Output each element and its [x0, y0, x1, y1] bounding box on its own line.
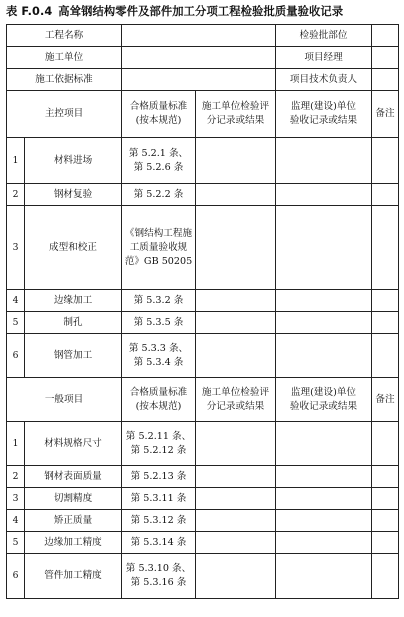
row-number: 5 — [7, 532, 25, 554]
main-col-supervision — [276, 91, 372, 138]
supervision-result-cell[interactable] — [276, 422, 372, 466]
remarks-cell[interactable] — [372, 466, 399, 488]
item-standard-line: 第 5.3.10 条、 — [125, 563, 192, 574]
general-col-construction-line1: 施工单位检验评 — [201, 386, 270, 398]
row-number: 1 — [7, 422, 25, 466]
table-title — [6, 4, 400, 20]
main-section-header — [7, 91, 399, 138]
main-col-standard-line1: 合格质量标准 — [129, 101, 188, 112]
remarks-cell[interactable] — [372, 290, 399, 312]
remarks-cell[interactable] — [372, 138, 399, 184]
table-row — [7, 532, 399, 554]
construction-result-cell[interactable] — [196, 138, 276, 184]
construction-result-cell[interactable] — [196, 488, 276, 510]
table-row — [7, 334, 399, 378]
item-standard-line: 第 5.2.11 条、 — [125, 430, 192, 442]
item-standard: 第 5.3.2 条 — [122, 290, 196, 312]
item-name: 边缘加工精度 — [25, 532, 122, 554]
main-col-supervision-line1: 监理(建设)单位 — [290, 101, 357, 112]
item-name: 边缘加工 — [25, 290, 122, 312]
remarks-cell[interactable] — [372, 422, 399, 466]
remarks-cell[interactable] — [372, 334, 399, 378]
table-row — [7, 312, 399, 334]
row-number: 2 — [7, 466, 25, 488]
main-col-construction — [196, 91, 276, 138]
row-number: 4 — [7, 290, 25, 312]
row-number: 5 — [7, 312, 25, 334]
item-standard — [122, 554, 196, 599]
construction-result-cell[interactable] — [196, 554, 276, 599]
table-row — [7, 488, 399, 510]
table-row — [7, 184, 399, 206]
table-row — [7, 554, 399, 599]
item-name: 矫正质量 — [25, 510, 122, 532]
construction-result-cell[interactable] — [196, 206, 276, 290]
project-name-label: 工程名称 — [7, 25, 122, 47]
construction-result-cell[interactable] — [196, 510, 276, 532]
construction-result-cell[interactable] — [196, 184, 276, 206]
item-standard — [122, 138, 196, 184]
tech-lead-value[interactable] — [372, 69, 399, 91]
general-section-label: 一般项目 — [7, 378, 122, 422]
header-row-unit — [7, 47, 399, 69]
construction-result-cell[interactable] — [196, 466, 276, 488]
remarks-cell[interactable] — [372, 510, 399, 532]
main-section-label: 主控项目 — [7, 91, 122, 138]
remarks-cell[interactable] — [372, 554, 399, 599]
basis-standard-value[interactable] — [122, 69, 276, 91]
table-title-text: 高耸钢结构零件及部件加工分项工程检验批质量验收记录 — [58, 5, 344, 18]
main-col-supervision-line2: 验收记录或结果 — [289, 115, 358, 126]
main-col-construction-line1: 施工单位检验评 — [201, 101, 270, 112]
item-standard — [122, 422, 196, 466]
inspection-record-table — [6, 24, 399, 599]
construction-result-cell[interactable] — [196, 334, 276, 378]
item-standard-line: 范》GB 50205 — [124, 255, 193, 267]
main-col-remarks: 备注 — [372, 91, 399, 138]
batch-part-value[interactable] — [372, 25, 399, 47]
header-row-standard — [7, 69, 399, 91]
general-col-supervision-line2: 验收记录或结果 — [289, 400, 358, 412]
main-col-standard-line2: (按本规范) — [135, 115, 182, 126]
table-row — [7, 290, 399, 312]
project-manager-value[interactable] — [372, 47, 399, 69]
table-number: 表 F.0.4 — [6, 5, 53, 18]
item-standard-line: 第 5.3.4 条 — [133, 356, 184, 368]
row-number: 4 — [7, 510, 25, 532]
construction-unit-label: 施工单位 — [7, 47, 122, 69]
item-standard: 第 5.3.11 条 — [122, 488, 196, 510]
item-name: 钢管加工 — [25, 334, 122, 378]
row-number: 6 — [7, 554, 25, 599]
main-col-standard — [122, 91, 196, 138]
remarks-cell[interactable] — [372, 532, 399, 554]
project-manager-label: 项目经理 — [276, 47, 372, 69]
item-name: 钢材复验 — [25, 184, 122, 206]
table-row — [7, 510, 399, 532]
item-standard-line: 第 5.2.6 条 — [133, 161, 184, 173]
item-name: 成型和校正 — [25, 206, 122, 290]
table-row — [7, 206, 399, 290]
item-standard: 第 5.3.12 条 — [122, 510, 196, 532]
supervision-result-cell[interactable] — [276, 466, 372, 488]
general-col-remarks: 备注 — [372, 378, 399, 422]
item-standard: 第 5.3.14 条 — [122, 532, 196, 554]
supervision-result-cell[interactable] — [276, 290, 372, 312]
item-standard-line: 第 5.3.3 条、 — [128, 342, 189, 354]
supervision-result-cell[interactable] — [276, 184, 372, 206]
table-row — [7, 466, 399, 488]
supervision-result-cell[interactable] — [276, 532, 372, 554]
item-standard-line: 《钢结构工程施 — [124, 227, 193, 239]
item-standard: 第 5.2.2 条 — [122, 184, 196, 206]
row-number: 2 — [7, 184, 25, 206]
item-standard — [122, 334, 196, 378]
general-col-construction-line2: 分记录或结果 — [206, 400, 265, 412]
item-name: 钢材表面质量 — [25, 466, 122, 488]
general-col-standard-line1: 合格质量标准 — [129, 386, 188, 398]
construction-unit-value[interactable] — [122, 47, 276, 69]
item-standard-line: 第 5.2.12 条 — [130, 444, 187, 456]
remarks-cell[interactable] — [372, 206, 399, 290]
construction-result-cell[interactable] — [196, 312, 276, 334]
main-col-construction-line2: 分记录或结果 — [206, 115, 265, 126]
supervision-result-cell[interactable] — [276, 554, 372, 599]
tech-lead-label: 项目技术负责人 — [276, 69, 372, 91]
item-name: 材料规格尺寸 — [25, 422, 122, 466]
header-row-project — [7, 25, 399, 47]
construction-result-cell[interactable] — [196, 422, 276, 466]
item-standard: 第 5.3.5 条 — [122, 312, 196, 334]
general-col-supervision-line1: 监理(建设)单位 — [290, 386, 357, 398]
item-standard: 第 5.2.13 条 — [122, 466, 196, 488]
remarks-cell[interactable] — [372, 312, 399, 334]
row-number: 1 — [7, 138, 25, 184]
general-col-supervision — [276, 378, 372, 422]
batch-part-label: 检验批部位 — [276, 25, 372, 47]
row-number: 3 — [7, 488, 25, 510]
supervision-result-cell[interactable] — [276, 510, 372, 532]
item-standard-line: 工质量验收规 — [129, 241, 188, 253]
general-col-standard-line2: (按本规范) — [135, 400, 182, 412]
item-name: 切割精度 — [25, 488, 122, 510]
supervision-result-cell[interactable] — [276, 334, 372, 378]
item-name: 制孔 — [25, 312, 122, 334]
item-standard — [122, 206, 196, 290]
remarks-cell[interactable] — [372, 184, 399, 206]
item-name: 材料进场 — [25, 138, 122, 184]
construction-result-cell[interactable] — [196, 290, 276, 312]
basis-standard-label: 施工依据标准 — [7, 69, 122, 91]
item-standard-line: 第 5.2.1 条、 — [128, 147, 189, 159]
project-name-value[interactable] — [122, 25, 276, 47]
supervision-result-cell[interactable] — [276, 206, 372, 290]
table-row — [7, 422, 399, 466]
item-standard-line: 第 5.3.16 条 — [130, 577, 187, 588]
supervision-result-cell[interactable] — [276, 488, 372, 510]
supervision-result-cell[interactable] — [276, 138, 372, 184]
construction-result-cell[interactable] — [196, 532, 276, 554]
supervision-result-cell[interactable] — [276, 312, 372, 334]
table-row — [7, 138, 399, 184]
item-name: 管件加工精度 — [25, 554, 122, 599]
row-number: 3 — [7, 206, 25, 290]
general-col-construction — [196, 378, 276, 422]
general-section-header — [7, 378, 399, 422]
row-number: 6 — [7, 334, 25, 378]
general-col-standard — [122, 378, 196, 422]
remarks-cell[interactable] — [372, 488, 399, 510]
